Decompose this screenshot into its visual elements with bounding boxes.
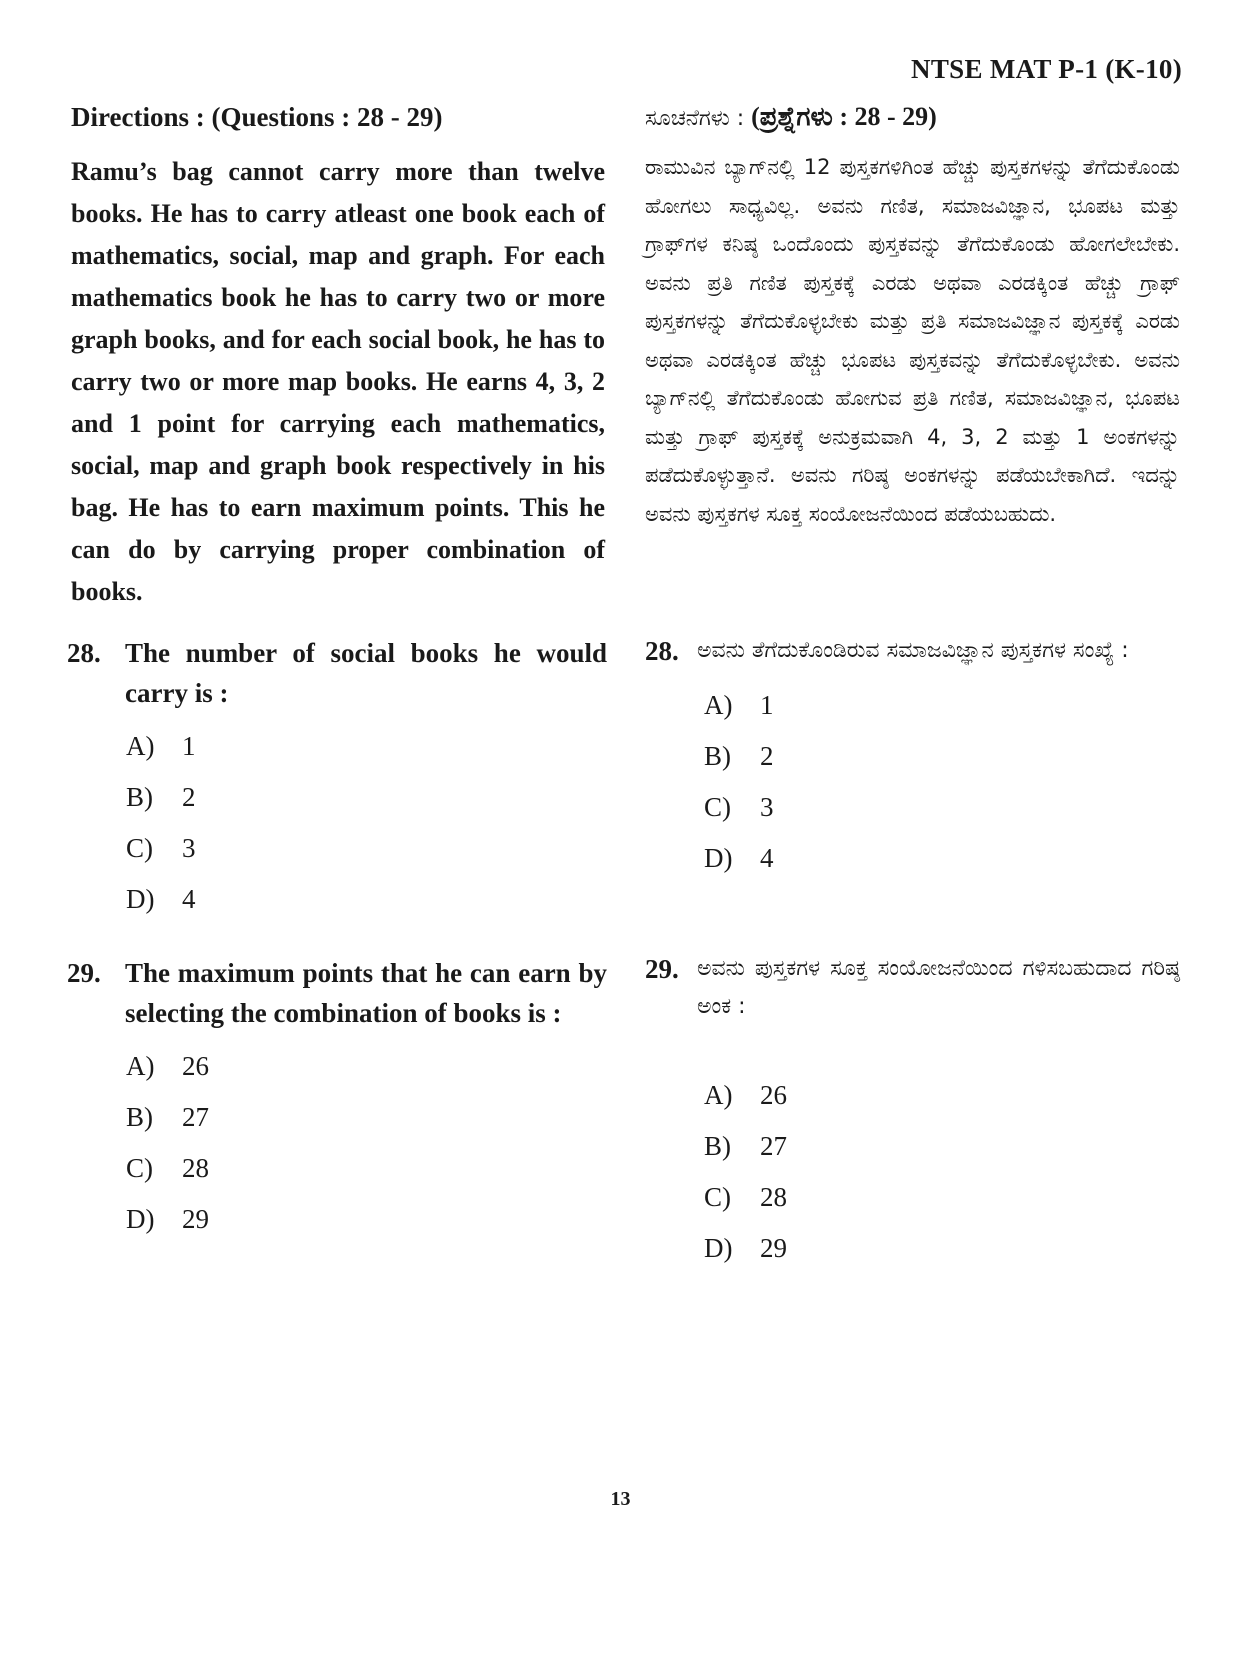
option-letter: D) xyxy=(126,884,155,914)
option-value: 28 xyxy=(760,1182,787,1212)
option-letter: A) xyxy=(126,1051,155,1081)
option-value: 1 xyxy=(760,690,774,720)
page-number: 13 xyxy=(610,1488,631,1510)
option-a xyxy=(704,680,1180,731)
option-letter: C) xyxy=(704,1182,731,1212)
directions-kannada-label: ಸೂಚನೆಗಳು : xyxy=(645,106,745,131)
option-b xyxy=(126,1092,607,1143)
question-number: 29. xyxy=(645,954,679,984)
page-header: NTSE MAT P-1 (K-10) xyxy=(911,54,1182,84)
question-29-english xyxy=(67,953,607,1245)
option-c xyxy=(126,1143,607,1194)
option-d xyxy=(704,833,1180,884)
option-a xyxy=(704,1070,1180,1121)
option-c xyxy=(704,1172,1180,1223)
directions-kannada xyxy=(645,98,1180,138)
option-letter: C) xyxy=(126,833,153,863)
option-value: 2 xyxy=(182,782,196,812)
english-column xyxy=(71,98,605,613)
option-value: 4 xyxy=(182,884,196,914)
option-letter: C) xyxy=(704,792,731,822)
option-letter: D) xyxy=(704,843,733,873)
directions-english: Directions : (Questions : 28 - 29) xyxy=(71,102,443,132)
question-28-kannada xyxy=(645,632,1180,884)
option-c xyxy=(704,782,1180,833)
option-value: 26 xyxy=(760,1080,787,1110)
option-value: 27 xyxy=(182,1102,209,1132)
option-letter: D) xyxy=(126,1204,155,1234)
option-value: 4 xyxy=(760,843,774,873)
question-text: The number of social books he would carry is : xyxy=(125,638,607,708)
passage-english: Ramu’s bag cannot carry more than twelve books. He has to carry atleast one book each of mathematics, social, map and graph. For each mathematics book he has to carry two or more graph books, and for each social book, he has to carry two or more map books. He earns 4, 3, 2 and 1 point for carrying each mathematics, social, map and graph book respectively in his bag. He has to earn maximum points. This he can do by carrying proper combination of books. xyxy=(71,157,605,606)
option-value: 29 xyxy=(182,1204,209,1234)
question-28-english xyxy=(67,633,607,925)
option-letter: A) xyxy=(704,690,733,720)
option-a xyxy=(126,721,607,772)
option-letter: B) xyxy=(126,1102,153,1132)
passage-kannada: ರಾಮುವಿನ ಬ್ಯಾಗ್‌ನಲ್ಲಿ 12 ಪುಸ್ತಕಗಳಿಗಿಂತ ಹೆಚ್ಚು ಪುಸ್ತಕಗಳನ್ನು ತೆಗೆದುಕೊಂಡು ಹೋಗಲು ಸಾಧ್ಯವಿಲ್ಲ. ಅವನು ಗಣಿತ, ಸಮಾಜವಿಜ್ಞಾನ, ಭೂಪಟ ಮತ್ತು ಗ್ರಾಫ್‌ಗಳ ಕನಿಷ್ಠ ಒಂದೊಂದು ಪುಸ್ತಕವನ್ನು ತೆಗೆದುಕೊಂಡು ಹೋಗಲೇಬೇಕು. ಅವನು ಪ್ರತಿ ಗಣಿತ ಪುಸ್ತಕಕ್ಕೆ ಎರಡು ಅಥವಾ ಎರಡಕ್ಕಿಂತ ಹೆಚ್ಚು ಗ್ರಾಫ್ ಪುಸ್ತಕಗಳನ್ನು ತೆಗೆದುಕೊಳ್ಳಬೇಕು ಮತ್ತು ಪ್ರತಿ ಸಮಾಜವಿಜ್ಞಾನ ಪುಸ್ತಕಕ್ಕೆ ಎರಡು ಅಥವಾ ಎರಡಕ್ಕಿಂತ ಹೆಚ್ಚು ಭೂಪಟ ಪುಸ್ತಕವನ್ನು ತೆಗೆದುಕೊಳ್ಳಬೇಕು. ಅವನು ಬ್ಯಾಗ್‌ನಲ್ಲಿ ತೆಗೆದುಕೊಂಡು ಹೋಗುವ ಪ್ರತಿ ಗಣಿತ, ಸಮಾಜವಿಜ್ಞಾನ, ಭೂಪಟ ಮತ್ತು ಗ್ರಾಫ್ ಪುಸ್ತಕಕ್ಕೆ ಅನುಕ್ರಮವಾಗಿ 4, 3, 2 ಮತ್ತು 1 ಅಂಕಗಳನ್ನು ಪಡೆದುಕೊಳ್ಳುತ್ತಾನೆ. ಅವನು ಗರಿಷ್ಠ ಅಂಕಗಳನ್ನು ಪಡೆಯಬೇಕಾಗಿದೆ. ಇದನ್ನು ಅವನು ಪುಸ್ತಕಗಳ ಸೂಕ್ತ ಸಂಯೋಜನೆಯಿಂದ ಪಡೆಯಬಹುದು. xyxy=(645,155,1180,526)
option-letter: B) xyxy=(704,741,731,771)
option-value: 29 xyxy=(760,1233,787,1263)
directions-kannada-range: (ಪ್ರಶ್ನೆಗಳು : 28 - 29) xyxy=(751,102,937,131)
option-value: 1 xyxy=(182,731,196,761)
options-list xyxy=(704,1070,1180,1274)
option-b xyxy=(704,1121,1180,1172)
question-number: 28. xyxy=(645,636,679,666)
option-letter: B) xyxy=(126,782,153,812)
question-text: ಅವನು ಪುಸ್ತಕಗಳ ಸೂಕ್ತ ಸಂಯೋಜನೆಯಿಂದ ಗಳಿಸಬಹುದಾದ ಗರಿಷ್ಠ ಅಂಕ : xyxy=(697,956,1180,1019)
question-text: ಅವನು ತೆಗೆದುಕೊಂಡಿರುವ ಸಮಾಜವಿಜ್ಞಾನ ಪುಸ್ತಕಗಳ ಸಂಖ್ಯೆ : xyxy=(697,638,1129,663)
option-value: 3 xyxy=(182,833,196,863)
option-value: 28 xyxy=(182,1153,209,1183)
option-letter: D) xyxy=(704,1233,733,1263)
option-letter: A) xyxy=(704,1080,733,1110)
option-a xyxy=(126,1041,607,1092)
option-letter: A) xyxy=(126,731,155,761)
question-text: The maximum points that he can earn by selecting the combination of books is : xyxy=(125,958,607,1028)
options-list xyxy=(126,1041,607,1245)
options-list xyxy=(704,680,1180,884)
option-d xyxy=(126,1194,607,1245)
option-letter: C) xyxy=(126,1153,153,1183)
option-d xyxy=(704,1223,1180,1274)
option-letter: B) xyxy=(704,1131,731,1161)
kannada-column xyxy=(645,98,1180,533)
options-list xyxy=(126,721,607,925)
option-value: 2 xyxy=(760,741,774,771)
question-29-kannada xyxy=(645,950,1180,1274)
question-number: 29. xyxy=(67,958,101,988)
question-number: 28. xyxy=(67,638,101,668)
option-value: 26 xyxy=(182,1051,209,1081)
option-d xyxy=(126,874,607,925)
option-value: 3 xyxy=(760,792,774,822)
option-value: 27 xyxy=(760,1131,787,1161)
option-b xyxy=(704,731,1180,782)
option-c xyxy=(126,823,607,874)
option-b xyxy=(126,772,607,823)
